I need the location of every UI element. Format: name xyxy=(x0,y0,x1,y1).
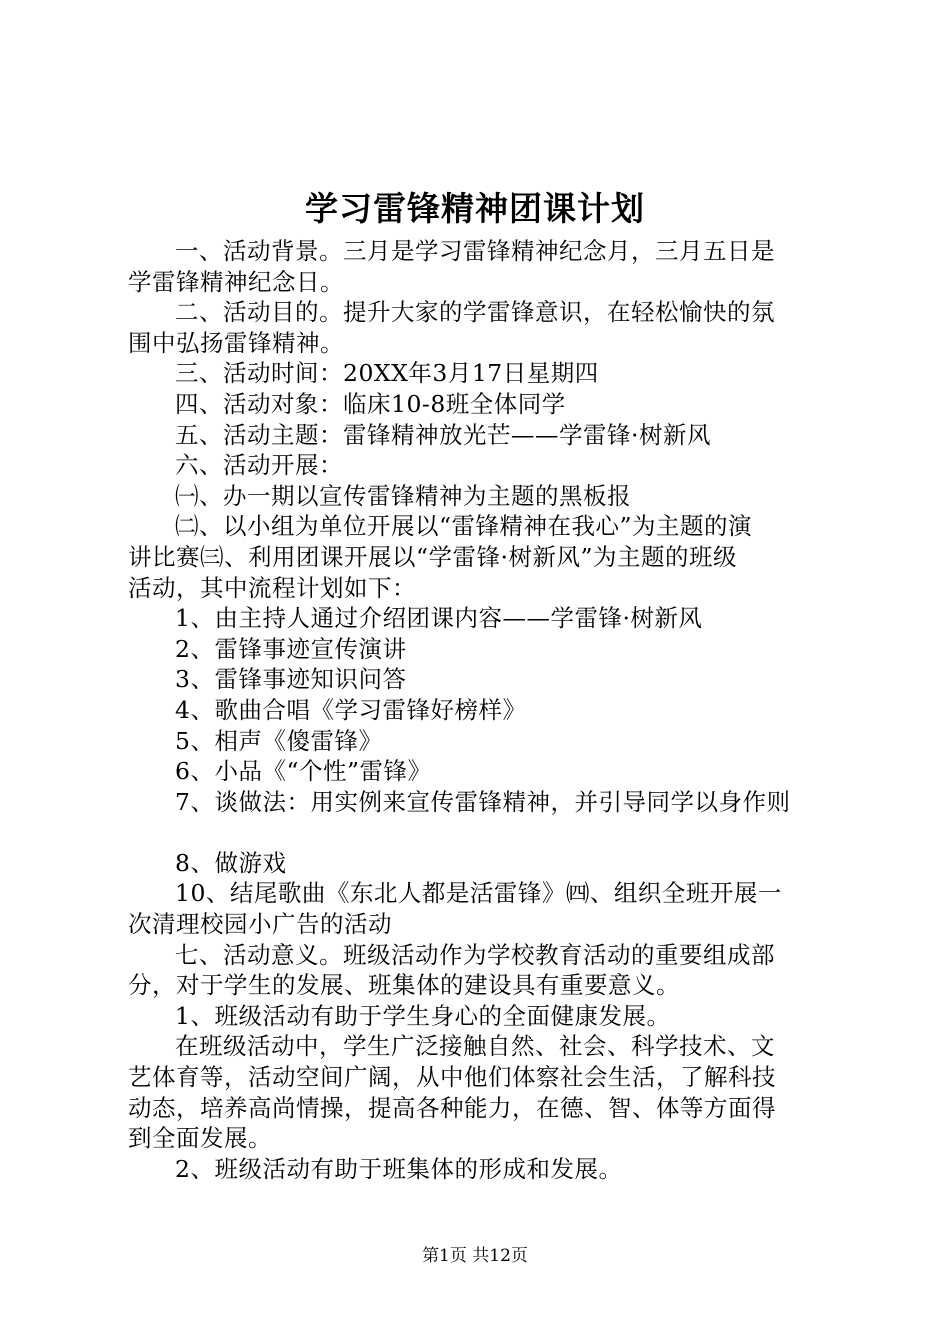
body-line: 动态，培养高尚情操，提高各种能力，在德、智、体等方面得 xyxy=(128,1093,776,1122)
body-line: 10、结尾歌曲《东北人都是活雷锋》㈣、组织全班开展一 xyxy=(175,879,782,908)
body-line: 一、活动背景。三月是学习雷锋精神纪念月，三月五日是 xyxy=(175,237,775,265)
body-line: 1、班级活动有助于学生身心的全面健康发展。 xyxy=(175,1001,671,1030)
body-line: 次清理校园小广告的活动 xyxy=(128,910,392,939)
body-line: 六、活动开展： xyxy=(175,451,343,480)
body-line: 三、活动时间：20XX年3月17日星期四 xyxy=(175,359,599,388)
document-body xyxy=(128,236,832,1184)
body-line: 艺体育等，活动空间广阔，从中他们体察社会生活，了解科技 xyxy=(128,1063,776,1092)
body-line: 四、活动对象：临床10-8班全体同学 xyxy=(175,389,566,418)
body-line: ㈠、办一期以宣传雷锋精神为主题的黑板报 xyxy=(175,481,631,510)
body-line: 分，对于学生的发展、班集体的建设具有重要意义。 xyxy=(128,971,680,1000)
body-line: 到全面发展。 xyxy=(128,1124,272,1153)
body-line: 围中弘扬雷锋精神。 xyxy=(128,328,344,357)
body-line: 2、雷锋事迹宣传演讲 xyxy=(175,634,407,663)
body-line: 6、小品《“个性”雷锋》 xyxy=(175,757,432,786)
body-line: 在班级活动中，学生广泛接触自然、社会、科学技术、文 xyxy=(175,1032,775,1061)
body-line: 2、班级活动有助于班集体的形成和发展。 xyxy=(175,1154,623,1183)
body-line: 五、活动主题：雷锋精神放光芒——学雷锋·树新风 xyxy=(175,420,711,449)
body-line: 8、做游戏 xyxy=(175,848,287,877)
body-line: 讲比赛㈢、利用团课开展以“学雷锋·树新风”为主题的班级 xyxy=(128,542,737,571)
body-line: 七、活动意义。班级活动作为学校教育活动的重要组成部 xyxy=(175,940,775,969)
document-title: 学习雷锋精神团课计划 xyxy=(305,189,645,228)
body-line: 7、谈做法：用实例来宣传雷锋精神，并引导同学以身作则 xyxy=(175,787,791,816)
body-line: 5、相声《傻雷锋》 xyxy=(175,726,383,755)
blank-line xyxy=(128,817,832,848)
body-line: 1、由主持人通过介绍团课内容——学雷锋·树新风 xyxy=(175,604,703,633)
body-line: ㈡、以小组为单位开展以“雷锋精神在我心”为主题的演 xyxy=(175,512,753,541)
body-line: 学雷锋精神纪念日。 xyxy=(128,267,344,296)
body-line: 3、雷锋事迹知识问答 xyxy=(175,665,407,694)
body-line: 活动，其中流程计划如下： xyxy=(128,573,416,602)
page-footer: 第1页 共12页 xyxy=(422,1246,528,1266)
body-line: 4、歌曲合唱《学习雷锋好榜样》 xyxy=(175,695,527,724)
body-line: 二、活动目的。提升大家的学雷锋意识，在轻松愉快的氛 xyxy=(175,298,775,327)
